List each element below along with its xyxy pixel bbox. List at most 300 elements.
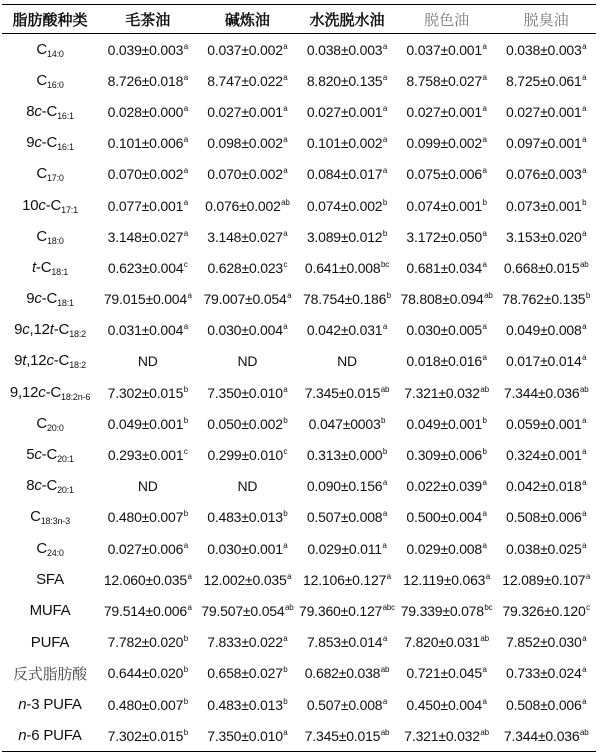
significance-letter: a — [582, 478, 587, 488]
name-part: ,12 — [26, 352, 47, 370]
header-decolorized-oil: 脱色油 — [397, 5, 497, 34]
significance-letter: ab — [480, 384, 489, 394]
name-part: c — [34, 446, 42, 464]
significance-letter: a — [382, 696, 388, 706]
name-subscript: 16:0 — [46, 79, 64, 90]
table-row — [2, 315, 596, 346]
value-cell — [297, 377, 397, 408]
value-text: 0.028±0.000 — [107, 103, 184, 120]
value-text: 0.022±0.039 — [406, 478, 482, 495]
table-row — [2, 221, 596, 252]
value-text: 7.345±0.015 — [304, 727, 381, 744]
fatty-acid-name — [2, 34, 98, 66]
name-part: C — [36, 40, 47, 58]
value-cell — [297, 252, 397, 283]
value-text: 7.820±0.031 — [404, 634, 480, 651]
significance-letter: a — [482, 665, 487, 675]
value-cell — [198, 315, 298, 346]
name-part: C — [30, 508, 41, 526]
significance-letter: c — [183, 447, 188, 457]
value-cell — [496, 65, 596, 96]
name-part: c — [34, 134, 42, 152]
value-text: 8.726±0.018 — [107, 72, 184, 89]
significance-letter: a — [183, 540, 188, 550]
significance-letter: ab — [380, 384, 390, 394]
significance-letter: a — [582, 353, 587, 363]
value-cell — [397, 34, 497, 66]
fatty-acid-name — [2, 502, 98, 533]
name-part: -C — [45, 383, 62, 401]
name-part: -C — [41, 102, 58, 120]
value-cell — [98, 96, 198, 127]
value-cell — [496, 439, 596, 470]
name-subscript: 18:1 — [51, 266, 69, 277]
significance-letter: a — [582, 540, 587, 550]
value-text: 0.483±0.013 — [207, 509, 283, 526]
value-text: 12.106±0.127 — [303, 571, 387, 588]
value-cell — [496, 658, 596, 689]
significance-letter: ab — [281, 197, 290, 207]
value-cell — [297, 221, 397, 252]
table-row — [2, 720, 596, 752]
fatty-acid-name — [2, 377, 98, 408]
value-cell — [397, 689, 497, 720]
significance-letter: b — [386, 291, 391, 301]
significance-letter: c — [283, 259, 288, 269]
value-cell — [397, 284, 497, 315]
name-subscript: 18:2 — [69, 329, 86, 340]
value-cell — [198, 439, 298, 470]
value-text: 8.820±0.135 — [306, 72, 383, 89]
value-cell — [198, 658, 298, 689]
value-text: 0.077±0.001 — [107, 197, 184, 214]
value-cell — [496, 252, 596, 283]
value-cell — [198, 284, 298, 315]
fatty-acid-name — [2, 346, 98, 377]
header-row — [2, 5, 596, 34]
value-cell — [297, 284, 397, 315]
significance-letter: a — [187, 602, 192, 612]
value-cell — [98, 720, 198, 752]
value-cell — [98, 221, 198, 252]
value-text: 7.852±0.030 — [506, 634, 582, 651]
value-text: 0.042±0.018 — [506, 478, 582, 495]
significance-letter: a — [482, 228, 487, 238]
significance-letter: a — [283, 135, 288, 145]
value-text: 79.015±0.004 — [103, 291, 187, 308]
value-text: 7.302±0.015 — [107, 384, 184, 401]
value-cell — [496, 471, 596, 502]
value-cell — [198, 252, 298, 283]
value-cell — [496, 34, 596, 66]
value-cell — [98, 284, 198, 315]
value-cell — [496, 377, 596, 408]
significance-letter: b — [482, 197, 487, 207]
name-subscript: 14:0 — [46, 48, 64, 59]
fatty-acid-name — [2, 65, 98, 96]
value-text: 0.070±0.002 — [207, 166, 283, 183]
value-text: 0.668±0.015 — [503, 259, 580, 276]
name-part: c — [38, 196, 46, 214]
significance-letter: a — [283, 228, 288, 238]
significance-letter: a — [283, 41, 288, 51]
significance-letter: a — [482, 353, 487, 363]
value-cell — [198, 34, 298, 66]
significance-letter: a — [183, 41, 188, 51]
value-text: 79.507±0.054 — [201, 602, 285, 619]
value-text: 79.007±0.054 — [203, 291, 287, 308]
value-text: 12.089±0.107 — [502, 571, 586, 588]
significance-letter: b — [283, 665, 288, 675]
value-text: 7.344±0.036 — [503, 727, 580, 744]
name-part: c — [34, 290, 42, 308]
value-cell — [397, 471, 497, 502]
significance-letter: a — [283, 634, 288, 644]
significance-letter: b — [482, 415, 487, 425]
fatty-acid-name — [2, 720, 98, 752]
value-cell — [496, 564, 596, 595]
table-row — [2, 159, 596, 190]
name-part: -C — [35, 258, 52, 276]
value-text: 0.324±0.001 — [506, 447, 582, 464]
value-text: 0.027±0.001 — [306, 103, 383, 120]
fatty-acid-name — [2, 96, 98, 127]
significance-letter: c — [183, 259, 188, 269]
fatty-acid-name — [2, 408, 98, 439]
value-text: 0.042±0.031 — [306, 322, 383, 339]
value-text: 0.733±0.024 — [506, 665, 582, 682]
value-cell — [496, 346, 596, 377]
significance-letter: a — [582, 509, 587, 519]
value-text: 0.031±0.004 — [107, 322, 184, 339]
table-row — [2, 34, 596, 66]
fatty-acid-name — [2, 627, 98, 658]
value-text: 79.339±0.078 — [400, 602, 484, 619]
value-cell — [198, 627, 298, 658]
value-text: 0.099±0.002 — [406, 135, 482, 152]
significance-letter: b — [382, 447, 388, 457]
name-part: -C — [53, 321, 70, 339]
value-text: 0.049±0.008 — [506, 322, 582, 339]
value-text: 0.029±0.011 — [307, 540, 382, 557]
significance-letter: a — [482, 540, 487, 550]
value-cell — [98, 34, 198, 66]
header-fatty-acid: 脂肪酸种类 — [2, 5, 98, 34]
value-cell — [198, 533, 298, 564]
value-text: 0.450±0.004 — [406, 696, 482, 713]
value-text: 0.644±0.020 — [107, 665, 184, 682]
fatty-acid-name — [2, 533, 98, 564]
fatty-acid-name — [2, 564, 98, 595]
table-row — [2, 96, 596, 127]
value-cell — [297, 502, 397, 533]
value-text: 0.500±0.004 — [406, 509, 482, 526]
name-subscript: 18:0 — [46, 235, 64, 246]
value-cell — [397, 221, 497, 252]
significance-letter: bc — [380, 259, 390, 269]
value-cell — [297, 190, 397, 221]
significance-letter: a — [582, 634, 587, 644]
value-cell — [397, 346, 497, 377]
value-text: 7.782±0.020 — [107, 634, 184, 651]
value-cell — [98, 252, 198, 283]
significance-letter: a — [382, 322, 388, 332]
significance-letter: a — [482, 322, 487, 332]
value-text: ND — [237, 478, 258, 495]
significance-letter: bc — [484, 602, 493, 612]
name-part: 10 — [22, 196, 39, 214]
significance-letter: a — [382, 540, 387, 550]
name-part: 9 — [26, 290, 35, 308]
name-part: c — [38, 383, 46, 401]
value-text: 0.641±0.008 — [304, 259, 381, 276]
significance-letter: a — [582, 665, 587, 675]
value-text: 79.360±0.127 — [299, 602, 383, 619]
fatty-acid-name — [2, 658, 98, 689]
significance-letter: c — [283, 447, 288, 457]
value-text: 0.074±0.002 — [306, 197, 383, 214]
value-text: 3.172±0.050 — [406, 228, 482, 245]
value-text: 0.507±0.008 — [306, 696, 383, 713]
value-text: 79.326±0.120 — [502, 602, 586, 619]
value-text: 0.483±0.013 — [207, 696, 283, 713]
significance-letter: a — [183, 103, 188, 113]
value-text: ND — [237, 353, 258, 370]
value-text: 0.508±0.006 — [506, 696, 582, 713]
name-subscript: 18:3n-3 — [40, 516, 70, 527]
value-cell — [297, 720, 397, 752]
significance-letter: b — [283, 415, 288, 425]
name-part: 9 — [14, 352, 23, 370]
value-cell — [297, 439, 397, 470]
value-text: 7.344±0.036 — [503, 384, 580, 401]
value-text: 12.119±0.063 — [403, 571, 486, 588]
significance-letter: a — [582, 166, 587, 176]
table-row — [2, 627, 596, 658]
value-cell — [98, 689, 198, 720]
value-text: 7.345±0.015 — [304, 384, 381, 401]
significance-letter: a — [482, 696, 487, 706]
value-text: 0.027±0.001 — [207, 103, 283, 120]
value-cell — [198, 471, 298, 502]
name-part: -C — [41, 290, 58, 308]
value-text: 7.321±0.032 — [404, 727, 480, 744]
value-text: 12.002±0.035 — [203, 571, 287, 588]
value-text: 3.089±0.012 — [306, 228, 383, 245]
value-text: 0.681±0.034 — [406, 259, 482, 276]
significance-letter: a — [382, 478, 388, 488]
significance-letter: a — [582, 135, 587, 145]
name-part: 反式脂肪酸 — [12, 665, 87, 683]
significance-letter: ab — [484, 291, 493, 301]
name-part: C — [36, 165, 47, 183]
name-part: 5 — [26, 446, 35, 464]
value-cell — [496, 190, 596, 221]
significance-letter: a — [582, 228, 587, 238]
value-cell — [397, 408, 497, 439]
table-body — [2, 34, 596, 752]
table-row — [2, 595, 596, 626]
value-text: 0.070±0.002 — [107, 166, 184, 183]
value-cell — [198, 96, 298, 127]
value-cell — [496, 408, 596, 439]
table-row — [2, 377, 596, 408]
name-part: -6 PUFA — [26, 727, 82, 745]
value-cell — [198, 595, 298, 626]
value-text: 79.514±0.006 — [103, 602, 187, 619]
value-cell — [397, 315, 497, 346]
significance-letter: a — [582, 447, 587, 457]
value-cell — [198, 221, 298, 252]
name-part: 9 — [26, 134, 35, 152]
name-subscript: 18:2 — [69, 360, 86, 371]
value-text: 0.050±0.002 — [207, 415, 283, 432]
significance-letter: b — [283, 509, 288, 519]
value-cell — [397, 96, 497, 127]
table-row — [2, 533, 596, 564]
table-row — [2, 346, 596, 377]
value-cell — [397, 533, 497, 564]
value-text: 7.853±0.014 — [306, 634, 383, 651]
significance-letter: ab — [380, 727, 390, 737]
value-cell — [496, 595, 596, 626]
name-subscript: 16:1 — [57, 142, 74, 153]
significance-letter: a — [283, 166, 288, 176]
table-row — [2, 658, 596, 689]
significance-letter: a — [183, 228, 188, 238]
value-text: 0.030±0.005 — [406, 322, 482, 339]
name-part: -C — [41, 446, 58, 464]
table-row — [2, 252, 596, 283]
value-cell — [198, 65, 298, 96]
value-cell — [496, 627, 596, 658]
significance-letter: a — [382, 72, 388, 82]
significance-letter: a — [283, 72, 288, 82]
value-cell — [397, 439, 497, 470]
value-cell — [198, 346, 298, 377]
value-text: 8.747±0.022 — [207, 72, 283, 89]
value-cell — [198, 159, 298, 190]
value-text: 0.076±0.002 — [205, 197, 281, 214]
fatty-acid-name — [2, 284, 98, 315]
significance-letter: a — [382, 166, 388, 176]
significance-letter: ab — [579, 259, 589, 269]
value-cell — [297, 408, 397, 439]
significance-letter: a — [482, 41, 487, 51]
name-part: -C — [53, 352, 70, 370]
significance-letter: b — [183, 634, 188, 644]
value-text: 0.037±0.001 — [406, 41, 482, 58]
value-cell — [297, 315, 397, 346]
table-row — [2, 689, 596, 720]
value-cell — [98, 377, 198, 408]
significance-letter: a — [283, 384, 288, 394]
value-text: 0.101±0.006 — [107, 135, 184, 152]
significance-letter: a — [582, 41, 587, 51]
value-cell — [98, 346, 198, 377]
fatty-acid-name — [2, 159, 98, 190]
value-cell — [198, 564, 298, 595]
value-cell — [297, 689, 397, 720]
significance-letter: a — [382, 135, 388, 145]
fatty-acid-name — [2, 252, 98, 283]
name-subscript: 16:1 — [57, 110, 74, 121]
value-text: 0.037±0.002 — [207, 41, 283, 58]
value-text: 78.754±0.186 — [303, 291, 387, 308]
significance-letter: b — [381, 415, 386, 425]
name-part: C — [36, 71, 47, 89]
fatty-acid-name — [2, 439, 98, 470]
value-text: 0.090±0.156 — [306, 478, 383, 495]
name-part: C — [36, 227, 47, 245]
value-text: ND — [137, 353, 158, 370]
value-text: 0.299±0.010 — [207, 447, 284, 464]
value-cell — [297, 96, 397, 127]
significance-letter: a — [386, 571, 391, 581]
name-part: t — [49, 321, 54, 339]
value-cell — [496, 533, 596, 564]
value-cell — [98, 564, 198, 595]
significance-letter: a — [485, 571, 490, 581]
value-cell — [397, 627, 497, 658]
value-text: 0.017±0.014 — [506, 353, 582, 370]
name-part: -C — [41, 134, 58, 152]
significance-letter: a — [482, 135, 487, 145]
significance-letter: a — [585, 571, 591, 581]
value-cell — [297, 533, 397, 564]
significance-letter: a — [482, 72, 487, 82]
value-text: 0.039±0.003 — [107, 41, 184, 58]
name-part: c — [22, 321, 30, 339]
value-cell — [98, 65, 198, 96]
value-cell — [496, 221, 596, 252]
significance-letter: a — [582, 322, 587, 332]
value-text: 0.101±0.002 — [306, 135, 383, 152]
value-text: 3.148±0.027 — [107, 228, 184, 245]
value-text: 12.060±0.035 — [103, 571, 187, 588]
name-subscript: 18:2n-6 — [61, 391, 91, 402]
value-text: 7.833±0.022 — [207, 634, 283, 651]
name-part: t — [22, 352, 27, 370]
value-text: 0.721±0.045 — [406, 665, 482, 682]
significance-letter: a — [382, 634, 388, 644]
significance-letter: a — [582, 103, 587, 113]
value-cell — [297, 564, 397, 595]
significance-letter: a — [283, 322, 288, 332]
value-text: 7.302±0.015 — [107, 727, 184, 744]
fatty-acid-name — [2, 689, 98, 720]
significance-letter: a — [183, 166, 188, 176]
significance-letter: a — [382, 509, 388, 519]
table-row — [2, 439, 596, 470]
value-text: 8.758±0.027 — [406, 72, 482, 89]
value-text: 0.309±0.006 — [406, 447, 482, 464]
value-cell — [98, 595, 198, 626]
name-part: C — [36, 539, 47, 557]
significance-letter: abc — [382, 602, 395, 612]
fatty-acid-name — [2, 128, 98, 159]
value-cell — [397, 564, 497, 595]
value-cell — [297, 595, 397, 626]
significance-letter: a — [482, 103, 487, 113]
value-cell — [397, 595, 497, 626]
value-text: ND — [137, 478, 158, 495]
name-part: n — [18, 727, 27, 745]
value-cell — [198, 689, 298, 720]
value-text: 0.049±0.001 — [107, 415, 184, 432]
name-part: -C — [45, 196, 62, 214]
value-text: 0.038±0.003 — [306, 41, 383, 58]
